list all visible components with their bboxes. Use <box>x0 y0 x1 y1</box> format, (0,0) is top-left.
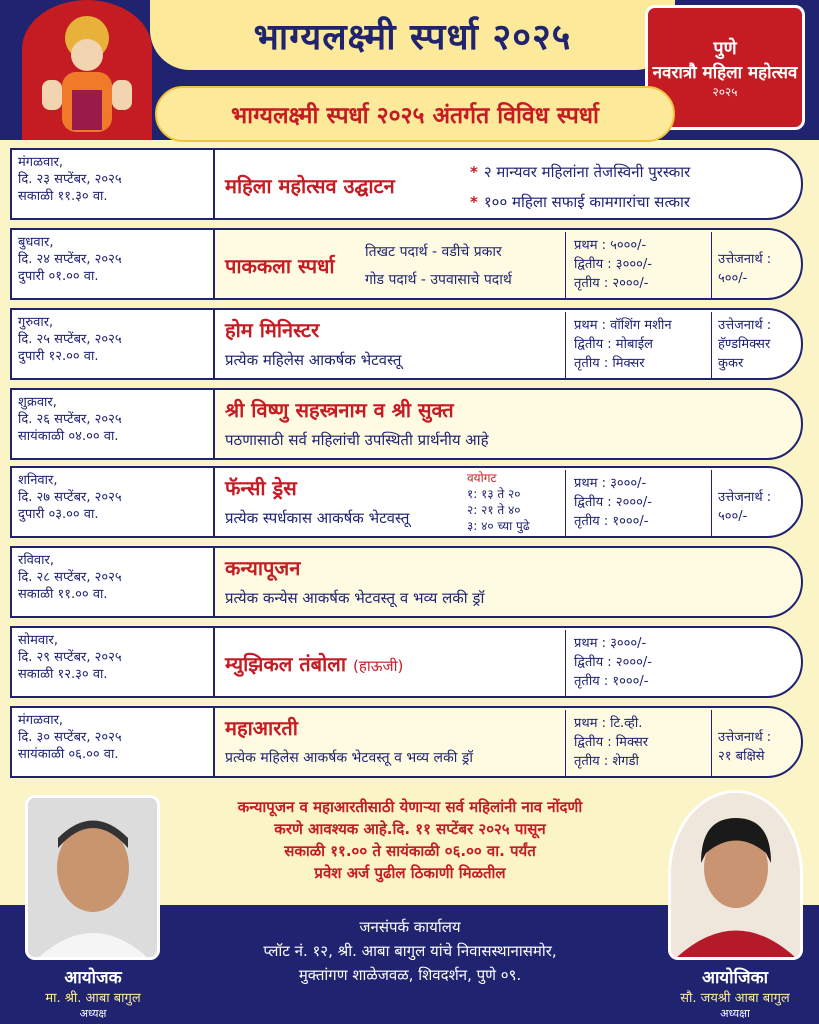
prize-third: तृतीय : १०००/- <box>574 514 649 529</box>
organizer-role: आयोजक <box>64 968 122 988</box>
event-day: गुरुवार, <box>18 315 54 330</box>
prize-first: प्रथम : ३०००/- <box>574 476 647 491</box>
event-date-text: दि. २९ सप्टेंबर, २०२५ <box>18 650 122 665</box>
event-date <box>10 148 215 220</box>
event-title: महिला महोत्सव उद्घाटन <box>225 174 395 198</box>
prize-list <box>565 630 705 696</box>
consolation-value: ५००/- <box>718 509 748 524</box>
prize-first: प्रथम : ३०००/- <box>574 636 647 651</box>
event-bullet: * २ मान्यवर महिलांना तेजस्विनी पुरस्कार <box>470 163 691 181</box>
event-row <box>10 308 805 382</box>
poster-subtitle <box>155 86 675 142</box>
consolation-label: उत्तेजनार्थ : <box>718 490 772 505</box>
event-row <box>10 706 805 780</box>
consolation-label: उत्तेजनार्थ : <box>718 252 772 267</box>
event-details <box>213 626 803 698</box>
event-time: सकाळी १२.३० वा. <box>18 667 108 682</box>
event-day: मंगळवार, <box>18 155 64 170</box>
event-row <box>10 626 805 700</box>
prize-second: द्वितीय : मिक्सर <box>574 735 649 750</box>
office-heading: जनसंपर्क कार्यालय <box>359 918 461 936</box>
prize-first: प्रथम : टि.व्ही. <box>574 716 643 731</box>
event-title: श्री विष्णु सहस्त्रनाम व श्री सुक्त <box>225 398 454 422</box>
event-date-text: दि. २८ सप्टेंबर, २०२५ <box>18 570 122 585</box>
consolation-label: उत्तेजनार्थ : <box>718 318 772 333</box>
event-title: पाककला स्पर्धा <box>225 254 335 278</box>
age-group: १: १३ ते २० <box>467 487 521 501</box>
event-desc: गोड पदार्थ - उपवासाचे पदार्थ <box>365 272 512 288</box>
organizer-title: अध्यक्ष <box>79 1007 107 1020</box>
event-time: दुपारी ०३.०० वा. <box>18 507 99 522</box>
office-address-line: प्लॉट नं. १२, श्री. आबा बागुल यांचे निवासस्थानासमोर, <box>263 942 557 960</box>
event-time: सायंकाळी ०६.०० वा. <box>18 747 119 762</box>
event-time: सायंकाळी ०४.०० वा. <box>18 429 119 444</box>
consolation-value: हॅण्डमिक्सर <box>718 337 771 352</box>
organizer-right <box>650 965 819 1021</box>
event-row <box>10 546 805 620</box>
event-desc: प्रत्येक महिलेस आकर्षक भेटवस्तू <box>225 351 402 369</box>
event-desc: तिखट पदार्थ - वडीचे प्रकार <box>365 244 502 260</box>
consolation-prize <box>711 710 801 776</box>
event-date <box>10 228 215 300</box>
event-day: मंगळवार, <box>18 713 64 728</box>
event-desc: प्रत्येक महिलेस आकर्षक भेटवस्तू व भव्य लकी ड्रॉ <box>225 750 473 766</box>
organizer-name: सौ. जयश्री आबा बागुल <box>680 991 790 1006</box>
event-date <box>10 388 215 460</box>
event-bullet: * १०० महिला सफाई कामगारांचा सत्कार <box>470 193 691 211</box>
prize-first: प्रथम : वॉशिंग मशीन <box>574 318 672 333</box>
notice-line: करणे आवश्यक आहे.दि. ११ सप्टेंबर २०२५ पासून <box>274 820 546 838</box>
event-time: दुपारी ०१.०० वा. <box>18 269 99 284</box>
age-group: २: २१ ते ४० <box>467 503 521 517</box>
organizer-left <box>8 965 178 1021</box>
badge-event: नवरात्रौ महिला महोत्सव <box>652 62 798 83</box>
organizer-photo <box>25 795 160 960</box>
subtitle-text: भाग्यलक्ष्मी स्पर्धा २०२५ अंतर्गत विविध स्पर्धा <box>231 103 599 129</box>
event-details <box>213 308 803 380</box>
organizer-name: मा. श्री. आबा बागुल <box>45 991 141 1006</box>
event-date-text: दि. २६ सप्टेंबर, २०२५ <box>18 412 122 427</box>
event-title: महाआरती <box>225 716 298 740</box>
office-address <box>210 915 610 987</box>
prize-list <box>565 312 705 378</box>
event-date <box>10 626 215 698</box>
event-desc: प्रत्येक कन्येस आकर्षक भेटवस्तू व भव्य लकी ड्रॉ <box>225 589 485 607</box>
event-row <box>10 466 805 540</box>
consolation-value: ५००/- <box>718 271 748 286</box>
registration-notice <box>155 796 665 884</box>
consolation-value: कुकर <box>718 356 744 371</box>
consolation-prize <box>711 232 801 298</box>
event-title: फॅन्सी ड्रेस <box>225 476 297 500</box>
prize-second: द्वितीय : मोबाईल <box>574 337 653 352</box>
goddess-image <box>22 0 152 140</box>
event-row <box>10 228 805 302</box>
event-time: सकाळी ११.०० वा. <box>18 587 108 602</box>
prize-list <box>565 232 705 298</box>
event-title: होम मिनिस्टर <box>225 318 320 342</box>
prize-second: द्वितीय : २०००/- <box>574 655 652 670</box>
organizer-role: आयोजिका <box>701 968 769 988</box>
event-day: सोमवार, <box>18 633 58 648</box>
event-date <box>10 466 215 538</box>
event-day: बुधवार, <box>18 235 54 250</box>
event-date <box>10 546 215 618</box>
event-date <box>10 308 215 380</box>
event-row <box>10 148 805 222</box>
event-details <box>213 228 803 300</box>
prize-third: तृतीय : मिक्सर <box>574 356 645 371</box>
notice-line: कन्यापूजन व महाआरतीसाठी येणाऱ्या सर्व महिलांनी नाव नोंदणी <box>237 798 583 816</box>
event-day: रविवार, <box>18 553 54 568</box>
organizer-photo <box>668 790 803 960</box>
consolation-value: २१ बक्षिसे <box>718 749 765 764</box>
age-groups <box>467 470 563 534</box>
age-group: ३: ४० च्या पुढे <box>467 519 530 533</box>
prize-list <box>565 710 705 776</box>
event-title: कन्यापूजन <box>225 556 301 580</box>
poster-title <box>150 0 675 70</box>
title-text: भाग्यलक्ष्मी स्पर्धा २०२५ <box>253 16 572 58</box>
event-date-text: दि. २३ सप्टेंबर, २०२५ <box>18 172 122 187</box>
consolation-label: उत्तेजनार्थ : <box>718 730 772 745</box>
prize-first: प्रथम : ५०००/- <box>574 238 647 253</box>
event-day: शुक्रवार, <box>18 395 57 410</box>
age-heading: वयोगट <box>467 471 497 485</box>
event-details <box>213 706 803 778</box>
event-title-suffix: (हाऊजी) <box>353 657 404 675</box>
event-title-text: म्युझिकल तंबोला <box>225 652 347 676</box>
event-desc: प्रत्येक स्पर्धकास आकर्षक भेटवस्तू <box>225 509 410 527</box>
event-time: दुपारी १२.०० वा. <box>18 349 99 364</box>
prize-third: तृतीय : १०००/- <box>574 674 649 689</box>
event-details <box>213 546 803 618</box>
consolation-prize <box>711 470 801 536</box>
consolation-prize <box>711 312 801 378</box>
badge-city: पुणे <box>713 37 737 59</box>
event-title <box>225 650 403 677</box>
prize-third: तृतीय : शेगडी <box>574 754 639 769</box>
event-date-text: दि. ३० सप्टेंबर, २०२५ <box>18 730 122 745</box>
prize-second: द्वितीय : २०००/- <box>574 495 652 510</box>
prize-second: द्वितीय : ३०००/- <box>574 257 652 272</box>
event-day: शनिवार, <box>18 473 58 488</box>
event-details <box>213 388 803 460</box>
event-time: सकाळी ११.३० वा. <box>18 189 108 204</box>
prize-third: तृतीय : २०००/- <box>574 276 649 291</box>
event-date-text: दि. २५ सप्टेंबर, २०२५ <box>18 332 122 347</box>
event-row <box>10 388 805 462</box>
organizer-title: अध्यक्षा <box>720 1007 750 1020</box>
notice-line: सकाळी ११.०० ते सायंकाळी ०६.०० वा. पर्यंत <box>284 842 536 860</box>
event-details <box>213 148 803 220</box>
notice-line: प्रवेश अर्ज पुढील ठिकाणी मिळतील <box>314 864 506 882</box>
prize-list <box>565 470 705 536</box>
office-address-line: मुक्तांगण शाळेजवळ, शिवदर्शन, पुणे ०९. <box>298 966 522 984</box>
event-desc: पठणासाठी सर्व महिलांची उपस्थिती प्रार्थनीय आहे <box>225 431 489 449</box>
badge-year: २०२५ <box>712 84 738 99</box>
event-date <box>10 706 215 778</box>
event-details <box>213 466 803 538</box>
event-date-text: दि. २७ सप्टेंबर, २०२५ <box>18 490 122 505</box>
event-date-text: दि. २४ सप्टेंबर, २०२५ <box>18 252 122 267</box>
